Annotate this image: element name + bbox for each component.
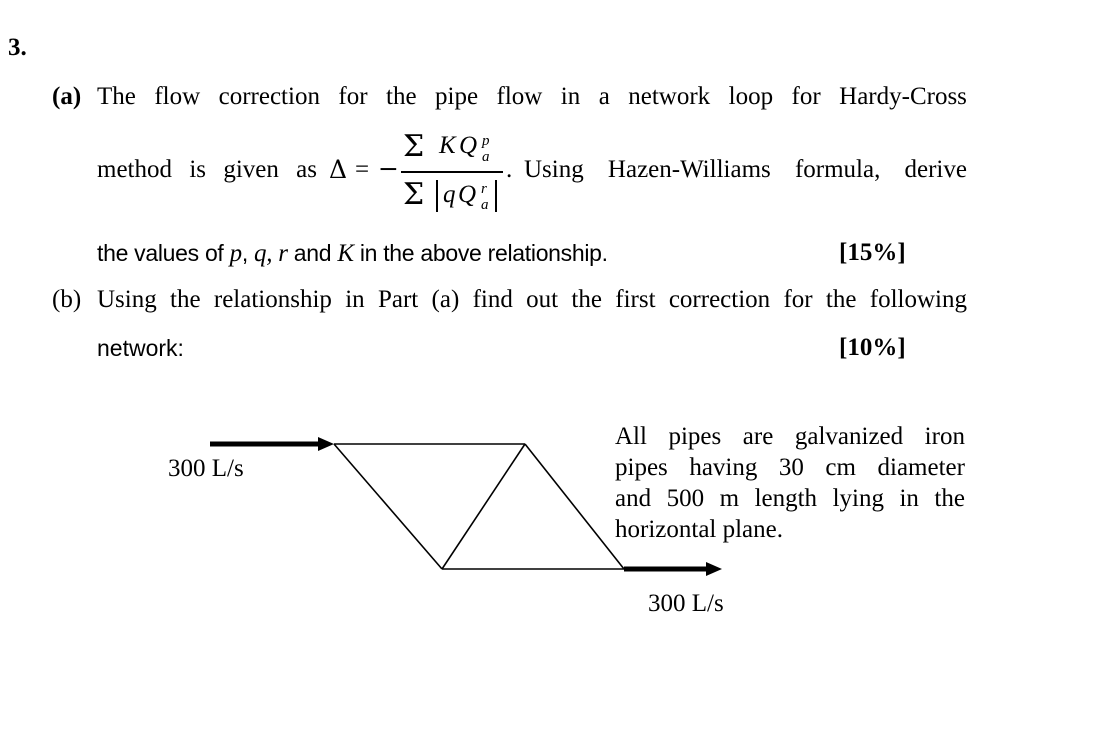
word: derive bbox=[904, 156, 967, 183]
den-subscript-a: a bbox=[481, 197, 489, 213]
part-a-marks: [15%] bbox=[839, 239, 906, 266]
note-line bbox=[615, 483, 965, 514]
word: and bbox=[615, 485, 652, 512]
word: out bbox=[526, 286, 559, 313]
word: lying bbox=[832, 485, 884, 512]
sigma-denominator: Σ bbox=[403, 177, 425, 212]
word: having bbox=[689, 454, 758, 481]
part-b-line-2: network: bbox=[97, 335, 184, 361]
word: for bbox=[338, 83, 368, 110]
word: The bbox=[97, 83, 136, 110]
word: 500 bbox=[666, 485, 705, 512]
var-q: q, bbox=[254, 240, 273, 267]
word: in bbox=[345, 286, 365, 313]
num-K: K bbox=[439, 132, 456, 159]
den-Q: Q bbox=[458, 181, 477, 208]
delta-symbol: Δ bbox=[329, 155, 348, 184]
word: diameter bbox=[877, 454, 965, 481]
word: for bbox=[791, 83, 821, 110]
equals-sign: = bbox=[355, 156, 370, 183]
word: correction bbox=[668, 286, 771, 313]
part-b-marks: [10%] bbox=[839, 334, 906, 361]
den-exponent-r: r bbox=[481, 181, 487, 197]
var-r: r bbox=[278, 240, 288, 267]
part-a-label: (a) bbox=[52, 83, 82, 110]
pipe-right-diagonal bbox=[525, 444, 624, 569]
word: relationship bbox=[213, 286, 332, 313]
word: find bbox=[472, 286, 513, 313]
word: the bbox=[934, 485, 965, 512]
text: in the above relationship. bbox=[353, 240, 608, 266]
inflow-arrow-head bbox=[318, 437, 334, 451]
outflow-label: 300 L/s bbox=[648, 590, 724, 617]
sigma-numerator: Σ bbox=[403, 129, 425, 164]
word: Hardy-Cross bbox=[839, 83, 967, 110]
word: flow bbox=[496, 83, 543, 110]
word: 30 bbox=[778, 454, 804, 481]
word: in bbox=[899, 485, 919, 512]
word: given bbox=[223, 156, 279, 183]
word: pipes bbox=[668, 423, 722, 450]
word: as bbox=[296, 156, 317, 183]
outflow-arrow-head bbox=[706, 562, 722, 576]
word: cm bbox=[825, 454, 856, 481]
note-line bbox=[615, 421, 965, 452]
var-p: p bbox=[229, 240, 242, 267]
word: iron bbox=[924, 423, 965, 450]
note-line bbox=[615, 452, 965, 483]
word: pipes bbox=[615, 454, 668, 481]
text: and bbox=[287, 240, 338, 266]
word: Part bbox=[377, 286, 419, 313]
text: , bbox=[241, 240, 255, 266]
word: is bbox=[189, 156, 206, 183]
minus-sign: − bbox=[378, 154, 399, 183]
word: a bbox=[598, 83, 610, 110]
word: in bbox=[560, 83, 581, 110]
word: formula, bbox=[794, 156, 881, 183]
word: (a) bbox=[431, 286, 460, 313]
word: first bbox=[615, 286, 656, 313]
var-K: K bbox=[337, 240, 354, 267]
word: following bbox=[869, 286, 967, 313]
num-exponent-p: p bbox=[482, 133, 490, 149]
word: pipe bbox=[435, 83, 479, 110]
word: correction bbox=[218, 83, 320, 110]
word: m bbox=[719, 485, 740, 512]
word: All bbox=[615, 423, 647, 450]
text: the values of bbox=[97, 240, 230, 266]
formula-period: . bbox=[506, 156, 513, 183]
word: network bbox=[628, 83, 711, 110]
word: length bbox=[754, 485, 818, 512]
pipe-middle-diagonal bbox=[442, 444, 525, 569]
num-Q: Q bbox=[459, 132, 478, 159]
word: the bbox=[825, 286, 857, 313]
word: are bbox=[742, 423, 774, 450]
inflow-label: 300 L/s bbox=[168, 455, 244, 482]
word: the bbox=[170, 286, 201, 313]
word: loop bbox=[728, 83, 774, 110]
pipe-left-diagonal bbox=[334, 444, 442, 569]
word: horizontal plane. bbox=[615, 516, 783, 543]
part-b-label: (b) bbox=[52, 286, 82, 313]
pipe-specification-note bbox=[615, 421, 965, 545]
question-number: 3. bbox=[8, 34, 27, 61]
word: method bbox=[97, 156, 172, 183]
word: for bbox=[783, 286, 813, 313]
word: Hazen-Williams bbox=[607, 156, 771, 183]
word: flow bbox=[154, 83, 201, 110]
note-line bbox=[615, 514, 965, 545]
word: the bbox=[571, 286, 602, 313]
den-q: q bbox=[443, 181, 456, 208]
word: galvanized bbox=[794, 423, 904, 450]
word: Using bbox=[524, 156, 584, 183]
num-subscript-a: a bbox=[482, 149, 490, 165]
word: the bbox=[386, 83, 417, 110]
word: Using bbox=[97, 286, 157, 313]
